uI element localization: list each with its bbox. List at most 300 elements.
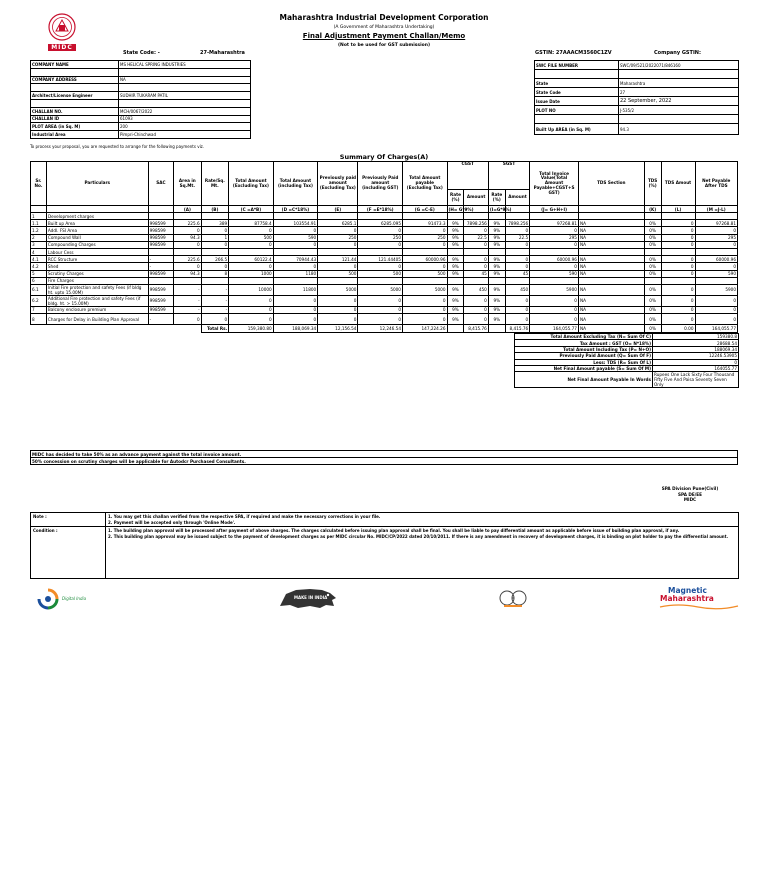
condition-line-1: 1. The building plan approval will be processed after payment of above charges. The charges calculated before issuing plan approval shall be final. You shall be liable to pay differential amount as applicable before issue of building plan approval, if any.	[108, 528, 680, 533]
table-cell	[447, 248, 464, 255]
table-cell: 0	[505, 227, 529, 234]
table-cell: 2	[31, 234, 47, 241]
table-cell: 60000.96	[695, 256, 738, 263]
table-cell: Fire Charges	[46, 277, 148, 284]
table-cell	[530, 213, 579, 220]
table-cell: 1000	[229, 270, 274, 277]
table-cell: 0%	[644, 270, 661, 277]
table-cell	[201, 213, 229, 220]
table-cell: 998599	[148, 220, 173, 227]
table-cell: -	[174, 306, 202, 313]
summary-label: Less: TDS (R= Sum Of L)	[515, 359, 653, 365]
table-cell: 9%	[488, 263, 505, 270]
table-cell: 500	[358, 270, 403, 277]
table-cell: 0	[358, 227, 403, 234]
table-cell: 0%	[644, 227, 661, 234]
table-cell: 0	[402, 263, 447, 270]
table-cell: 0%	[644, 295, 661, 306]
table-cell: 5000	[402, 284, 447, 295]
table-row	[31, 213, 738, 220]
table-cell	[148, 277, 173, 284]
table-cell: NA	[578, 295, 644, 306]
info-label: CHALLAN ID	[31, 115, 119, 123]
table-cell	[273, 248, 318, 255]
table-cell: 0	[402, 306, 447, 313]
formula-cell: (F =E*18%)	[358, 206, 403, 213]
table-cell: 7	[31, 306, 47, 313]
doc-title: Final Adjustment Payment Challan/Memo	[302, 32, 466, 40]
table-cell: 0	[695, 306, 738, 313]
info-row	[31, 84, 251, 92]
col-area: Area in Sq.Mt.	[174, 162, 202, 206]
total-cell: NA	[578, 325, 644, 333]
table-cell: -	[148, 314, 173, 325]
total-row	[31, 325, 738, 333]
table-cell	[148, 213, 173, 220]
info-label	[31, 68, 119, 76]
table-cell: 0	[695, 263, 738, 270]
note-line-2: 2. Payment will be accepted only through 'Online Mode'.	[108, 519, 236, 525]
signature-block	[640, 486, 740, 503]
info-value: 27	[619, 88, 739, 97]
info-value: Maharashtra	[619, 79, 739, 88]
table-cell	[530, 277, 579, 284]
formula-cell: (K)	[644, 206, 661, 213]
table-cell: 998599	[148, 227, 173, 234]
table-cell: 0	[273, 263, 318, 270]
table-row	[31, 234, 738, 241]
table-cell: 45	[505, 270, 529, 277]
summary-table	[514, 333, 739, 388]
table-cell	[578, 277, 644, 284]
table-cell	[464, 213, 488, 220]
info-label: COMPANY NAME	[31, 61, 119, 69]
table-cell: 295	[530, 234, 579, 241]
table-cell	[464, 248, 488, 255]
table-cell: 9%	[488, 270, 505, 277]
table-cell: 0	[318, 241, 358, 248]
total-cell: 12,246.54	[358, 325, 403, 333]
table-cell: 0	[358, 295, 403, 306]
table-cell: 0	[201, 263, 229, 270]
total-cell	[148, 325, 173, 333]
table-cell: 4.2	[31, 263, 47, 270]
table-row	[31, 248, 738, 255]
table-cell: NA	[578, 234, 644, 241]
table-cell: 0	[661, 241, 695, 248]
info-label: PLOT NO	[535, 106, 619, 115]
info-label	[535, 70, 619, 79]
table-cell	[201, 277, 229, 284]
table-cell: 0	[505, 295, 529, 306]
col-tds-pct: TDS (%)	[644, 162, 661, 206]
info-row	[31, 107, 251, 115]
table-cell: 0	[358, 314, 403, 325]
table-cell: 0	[695, 295, 738, 306]
table-cell	[358, 248, 403, 255]
table-cell: 250	[358, 234, 403, 241]
note-label: Note :	[31, 513, 106, 527]
summary-value: 164055.77	[653, 365, 739, 371]
table-cell: 9%	[447, 220, 464, 227]
total-cell: 159,380.80	[229, 325, 274, 333]
info-value	[119, 84, 251, 92]
table-cell: 1	[31, 213, 47, 220]
table-cell: -	[201, 284, 229, 295]
table-cell: 0	[402, 227, 447, 234]
formula-cell	[31, 206, 47, 213]
table-cell: NA	[578, 314, 644, 325]
table-cell: 998599	[148, 234, 173, 241]
table-cell: 0	[402, 314, 447, 325]
formula-cell: (M =J-L)	[695, 206, 738, 213]
table-cell	[464, 277, 488, 284]
table-cell: 60000.96	[530, 256, 579, 263]
table-cell: 590	[530, 270, 579, 277]
info-value	[619, 115, 739, 124]
total-cell: 12,156.54	[318, 325, 358, 333]
col-cgst: CGST	[447, 162, 488, 190]
total-cell: 147,224.26	[402, 325, 447, 333]
table-cell: 0	[530, 306, 579, 313]
table-cell	[402, 248, 447, 255]
table-cell: 0	[505, 241, 529, 248]
table-cell: 9%	[447, 234, 464, 241]
info-label	[31, 84, 119, 92]
table-cell: 0	[174, 227, 202, 234]
info-row	[31, 115, 251, 123]
table-cell: 6285.1	[318, 220, 358, 227]
file-info-table	[534, 60, 739, 135]
swachh-bharat-logo	[498, 588, 528, 610]
table-cell	[201, 248, 229, 255]
table-cell: 590	[695, 270, 738, 277]
col-rate: Rate/Sq. Mt.	[201, 162, 229, 206]
table-cell: 0	[661, 227, 695, 234]
info-row	[31, 68, 251, 76]
table-cell	[578, 213, 644, 220]
table-cell: 0	[402, 295, 447, 306]
table-cell: 0%	[644, 256, 661, 263]
table-cell: Initial Fire protection and safety Fees (if bldg ht. upto 15.00M)	[46, 284, 148, 295]
info-value: 94.3	[619, 124, 739, 135]
col-prev-excl: Previously paid amount (Excluding Tax)	[318, 162, 358, 206]
table-cell: 7898.256	[505, 220, 529, 227]
table-cell: 0	[695, 241, 738, 248]
col-net: Net Payable After TDS	[695, 162, 738, 206]
table-cell: 9%	[447, 270, 464, 277]
table-cell: 500	[229, 234, 274, 241]
doc-note: (Not to be used for GST submission)	[338, 43, 430, 48]
table-cell: 250	[402, 234, 447, 241]
table-cell	[488, 248, 505, 255]
table-cell: 0	[661, 220, 695, 227]
signature-line-1: SPA Division Pune(Civil)	[661, 486, 719, 491]
table-cell: 0	[464, 295, 488, 306]
table-cell: 45	[464, 270, 488, 277]
total-cell	[447, 325, 464, 333]
signature-line-3: MIDC	[683, 497, 697, 502]
table-cell: Scrutiny Charges	[46, 270, 148, 277]
signature-line-2: SPA DE/EE	[678, 491, 702, 497]
table-cell: 4.1	[31, 256, 47, 263]
table-cell: 389	[201, 220, 229, 227]
logo-wordmark: MIDC	[51, 44, 73, 51]
table-cell: 1	[201, 234, 229, 241]
table-cell: Compounding Charges	[46, 241, 148, 248]
table-cell: 0	[530, 314, 579, 325]
table-cell: 0	[229, 241, 274, 248]
table-cell: 9%	[447, 284, 464, 295]
table-cell: 0	[201, 241, 229, 248]
table-cell	[174, 277, 202, 284]
table-cell: 121.44405	[358, 256, 403, 263]
formula-cell: (C =A*B)	[229, 206, 274, 213]
col-sr: Sr. No.	[31, 162, 47, 206]
total-cell: 164,055.77	[530, 325, 579, 333]
table-cell: 1.2	[31, 227, 47, 234]
info-value	[119, 99, 251, 107]
info-row	[31, 76, 251, 84]
table-cell: 0	[661, 263, 695, 270]
charges-table	[30, 161, 738, 333]
total-cell: 8,415.76	[464, 325, 488, 333]
total-cell: Total Rs.	[201, 325, 229, 333]
table-cell	[578, 248, 644, 255]
table-cell: 0	[229, 227, 274, 234]
summary-label: Net Final Amount Payable In Words	[515, 372, 653, 388]
table-cell: Balcony enclosure premium	[46, 306, 148, 313]
table-cell: 9%	[488, 295, 505, 306]
table-cell	[488, 213, 505, 220]
summary-title: Summary Of Charges(A)	[339, 153, 429, 161]
table-cell	[229, 277, 274, 284]
table-cell: 250	[318, 234, 358, 241]
table-cell	[505, 213, 529, 220]
table-cell	[447, 213, 464, 220]
table-cell: 998599	[148, 284, 173, 295]
info-label: CHALLAN NO.	[31, 107, 119, 115]
table-cell: 998599	[148, 241, 173, 248]
state-code-label: State Code: -	[123, 50, 160, 56]
total-cell: 0.00	[661, 325, 695, 333]
summary-label: Previously Paid Amount (Q= Sum Of F)	[515, 353, 653, 359]
info-label: PLOT AREA (in Sq. M)	[31, 123, 119, 131]
formula-cell: (L)	[661, 206, 695, 213]
total-cell: 164,055.77	[695, 325, 738, 333]
formula-cell: (E)	[318, 206, 358, 213]
table-cell: 0%	[644, 306, 661, 313]
table-row	[31, 227, 738, 234]
table-cell: 3	[31, 241, 47, 248]
org-subtitle: (A Government of Maharashtra Undertaking)	[333, 25, 435, 30]
table-cell: 91473.3	[402, 220, 447, 227]
table-cell: 87758.4	[229, 220, 274, 227]
table-cell	[505, 277, 529, 284]
table-cell: 9%	[488, 234, 505, 241]
summary-label: Net Final Amount payable (S= Sum Of M)	[515, 365, 653, 371]
info-label: Issue Date	[535, 97, 619, 106]
table-cell: 97268.81	[695, 220, 738, 227]
info-row	[535, 79, 739, 88]
table-cell	[695, 248, 738, 255]
table-cell: 0	[464, 314, 488, 325]
table-cell: 0	[358, 306, 403, 313]
table-cell: 0	[358, 263, 403, 270]
table-cell	[318, 213, 358, 220]
table-cell: 9%	[447, 227, 464, 234]
table-cell	[644, 213, 661, 220]
table-cell: 0	[530, 227, 579, 234]
table-cell: 0	[505, 306, 529, 313]
table-cell: 9%	[447, 295, 464, 306]
table-cell	[318, 277, 358, 284]
table-cell	[148, 248, 173, 255]
table-cell: 0	[174, 241, 202, 248]
info-value: 22 September, 2022	[619, 97, 739, 106]
info-label: Industrial Area	[31, 131, 119, 139]
table-row	[31, 263, 738, 270]
table-cell: 0	[229, 295, 274, 306]
table-cell: 60122.4	[229, 256, 274, 263]
table-cell: 9%	[488, 306, 505, 313]
info-label: State Code	[535, 88, 619, 97]
table-cell: NA	[578, 284, 644, 295]
info-row	[31, 61, 251, 69]
info-value: SWC/09/521/2022071/846160	[619, 61, 739, 70]
table-cell: 9%	[447, 263, 464, 270]
info-row	[31, 99, 251, 107]
table-cell: 0	[273, 227, 318, 234]
col-sgst-amount: Amount	[505, 190, 529, 206]
info-value: 200	[119, 123, 251, 131]
table-cell: 0	[661, 234, 695, 241]
table-cell: 5	[31, 270, 47, 277]
table-cell: Addl. FSI Area	[46, 227, 148, 234]
col-tds-amt: TDS Amout	[661, 162, 695, 206]
total-cell: 0%	[644, 325, 661, 333]
table-cell: 0	[273, 306, 318, 313]
total-cell	[31, 325, 47, 333]
table-cell: 9%	[447, 306, 464, 313]
table-cell: 0	[229, 263, 274, 270]
table-cell	[174, 248, 202, 255]
table-cell: 295	[695, 234, 738, 241]
info-value: MS HELICAL SPRING INDUSTRIES	[119, 61, 251, 69]
magnetic-text: Magnetic	[668, 586, 707, 595]
magnetic-maharashtra-logo	[658, 586, 742, 612]
table-cell: 998599	[148, 295, 173, 306]
info-row	[535, 70, 739, 79]
table-cell	[273, 213, 318, 220]
table-cell	[402, 277, 447, 284]
table-cell: 450	[505, 284, 529, 295]
table-cell: 0%	[644, 241, 661, 248]
table-cell: 22.5	[464, 234, 488, 241]
table-cell: 225.6	[174, 256, 202, 263]
company-info-table	[30, 60, 251, 139]
total-cell: 188,069.34	[273, 325, 318, 333]
table-cell: NA	[578, 256, 644, 263]
table-cell: 0	[464, 306, 488, 313]
col-tds-section: TDS Section	[578, 162, 644, 206]
table-cell	[695, 213, 738, 220]
table-cell: Additional Fire protection and safety Fees (if bldg. ht. > 15.00M)	[46, 295, 148, 306]
table-cell: 0	[273, 314, 318, 325]
table-cell: -	[174, 284, 202, 295]
notes-table	[30, 512, 739, 579]
col-prev-incl: Previously Paid amount (including GST)	[358, 162, 403, 206]
formula-cell: (G =C-E)	[402, 206, 447, 213]
table-cell: 9%	[488, 314, 505, 325]
table-cell	[644, 277, 661, 284]
table-cell: -	[148, 263, 173, 270]
make-in-india-text: MAKE IN INDIA	[294, 595, 328, 600]
summary-label: Total Amount Including Tax (P= N+O)	[515, 346, 653, 352]
table-cell: NA	[578, 220, 644, 227]
digital-india-text: Digital India	[62, 596, 87, 601]
midc-note-1: MIDC has decided to take 50% as an advance payment against the total invoice amount.	[31, 451, 738, 458]
table-cell	[530, 248, 579, 255]
table-cell: 450	[464, 284, 488, 295]
table-cell: Charges for Delay in Building Plan Approval	[46, 314, 148, 325]
table-cell	[402, 213, 447, 220]
table-cell: 0%	[644, 220, 661, 227]
table-cell: 1.1	[31, 220, 47, 227]
summary-label: Total Amount Excluding Tax (N= Sum Of C)	[515, 334, 653, 340]
midc-note-2: 50% concession on scrutiny charges will be applicable for Autodcr Purchased Consultants.	[31, 458, 738, 465]
formula-cell: (I=G*9%)	[489, 206, 512, 212]
table-cell: 1180	[273, 270, 318, 277]
summary-value: 28688.54	[653, 340, 739, 346]
formula-row	[31, 206, 738, 213]
formula-cell: (H= G*9%)	[448, 206, 474, 212]
condition-line-2: 2. This building plan approval may be issued subject to the payment of development charges as per MIDC circular No. MIDC/CP/2022 dated 20/10/2011. If there is any amendment in recovery of development charges, it is binding on plot holder to pay the differential amount.	[108, 533, 729, 539]
table-cell: 0	[318, 263, 358, 270]
table-cell: 0	[201, 314, 229, 325]
table-cell	[447, 277, 464, 284]
info-label: State	[535, 79, 619, 88]
table-cell: 0	[661, 314, 695, 325]
table-cell: 70944.43	[273, 256, 318, 263]
make-in-india-logo	[276, 586, 342, 610]
note-line-1: 1. You may get this challan verified from the respective SPA, if required and make the necessary corrections in your file.	[108, 514, 381, 519]
table-cell: 0	[530, 295, 579, 306]
col-total-incl: Total Amount (including Tax)	[273, 162, 318, 206]
table-cell	[318, 248, 358, 255]
table-cell: 5900	[530, 284, 579, 295]
gstin: GSTIN: 27AAACM3560C1ZV	[535, 50, 612, 56]
col-payable: Total Amount payable (Excluding Tax)	[402, 162, 447, 206]
table-cell: -	[201, 306, 229, 313]
table-row	[31, 306, 738, 313]
table-cell: 0	[661, 284, 695, 295]
col-sgst-rate: Rate (%)	[488, 190, 505, 206]
table-cell: 0	[402, 241, 447, 248]
table-cell: 0	[273, 241, 318, 248]
table-cell	[358, 213, 403, 220]
table-cell	[661, 277, 695, 284]
info-label: Built Up AREA (in Sq. M)	[535, 124, 619, 135]
state-code-value: 27-Maharashtra	[200, 50, 245, 56]
summary-line	[515, 372, 739, 388]
info-row	[31, 92, 251, 100]
total-cell	[46, 325, 148, 333]
table-cell: NA	[578, 263, 644, 270]
table-cell: 121.44	[318, 256, 358, 263]
table-cell: NA	[578, 241, 644, 248]
formula-cell: (B)	[201, 206, 229, 213]
